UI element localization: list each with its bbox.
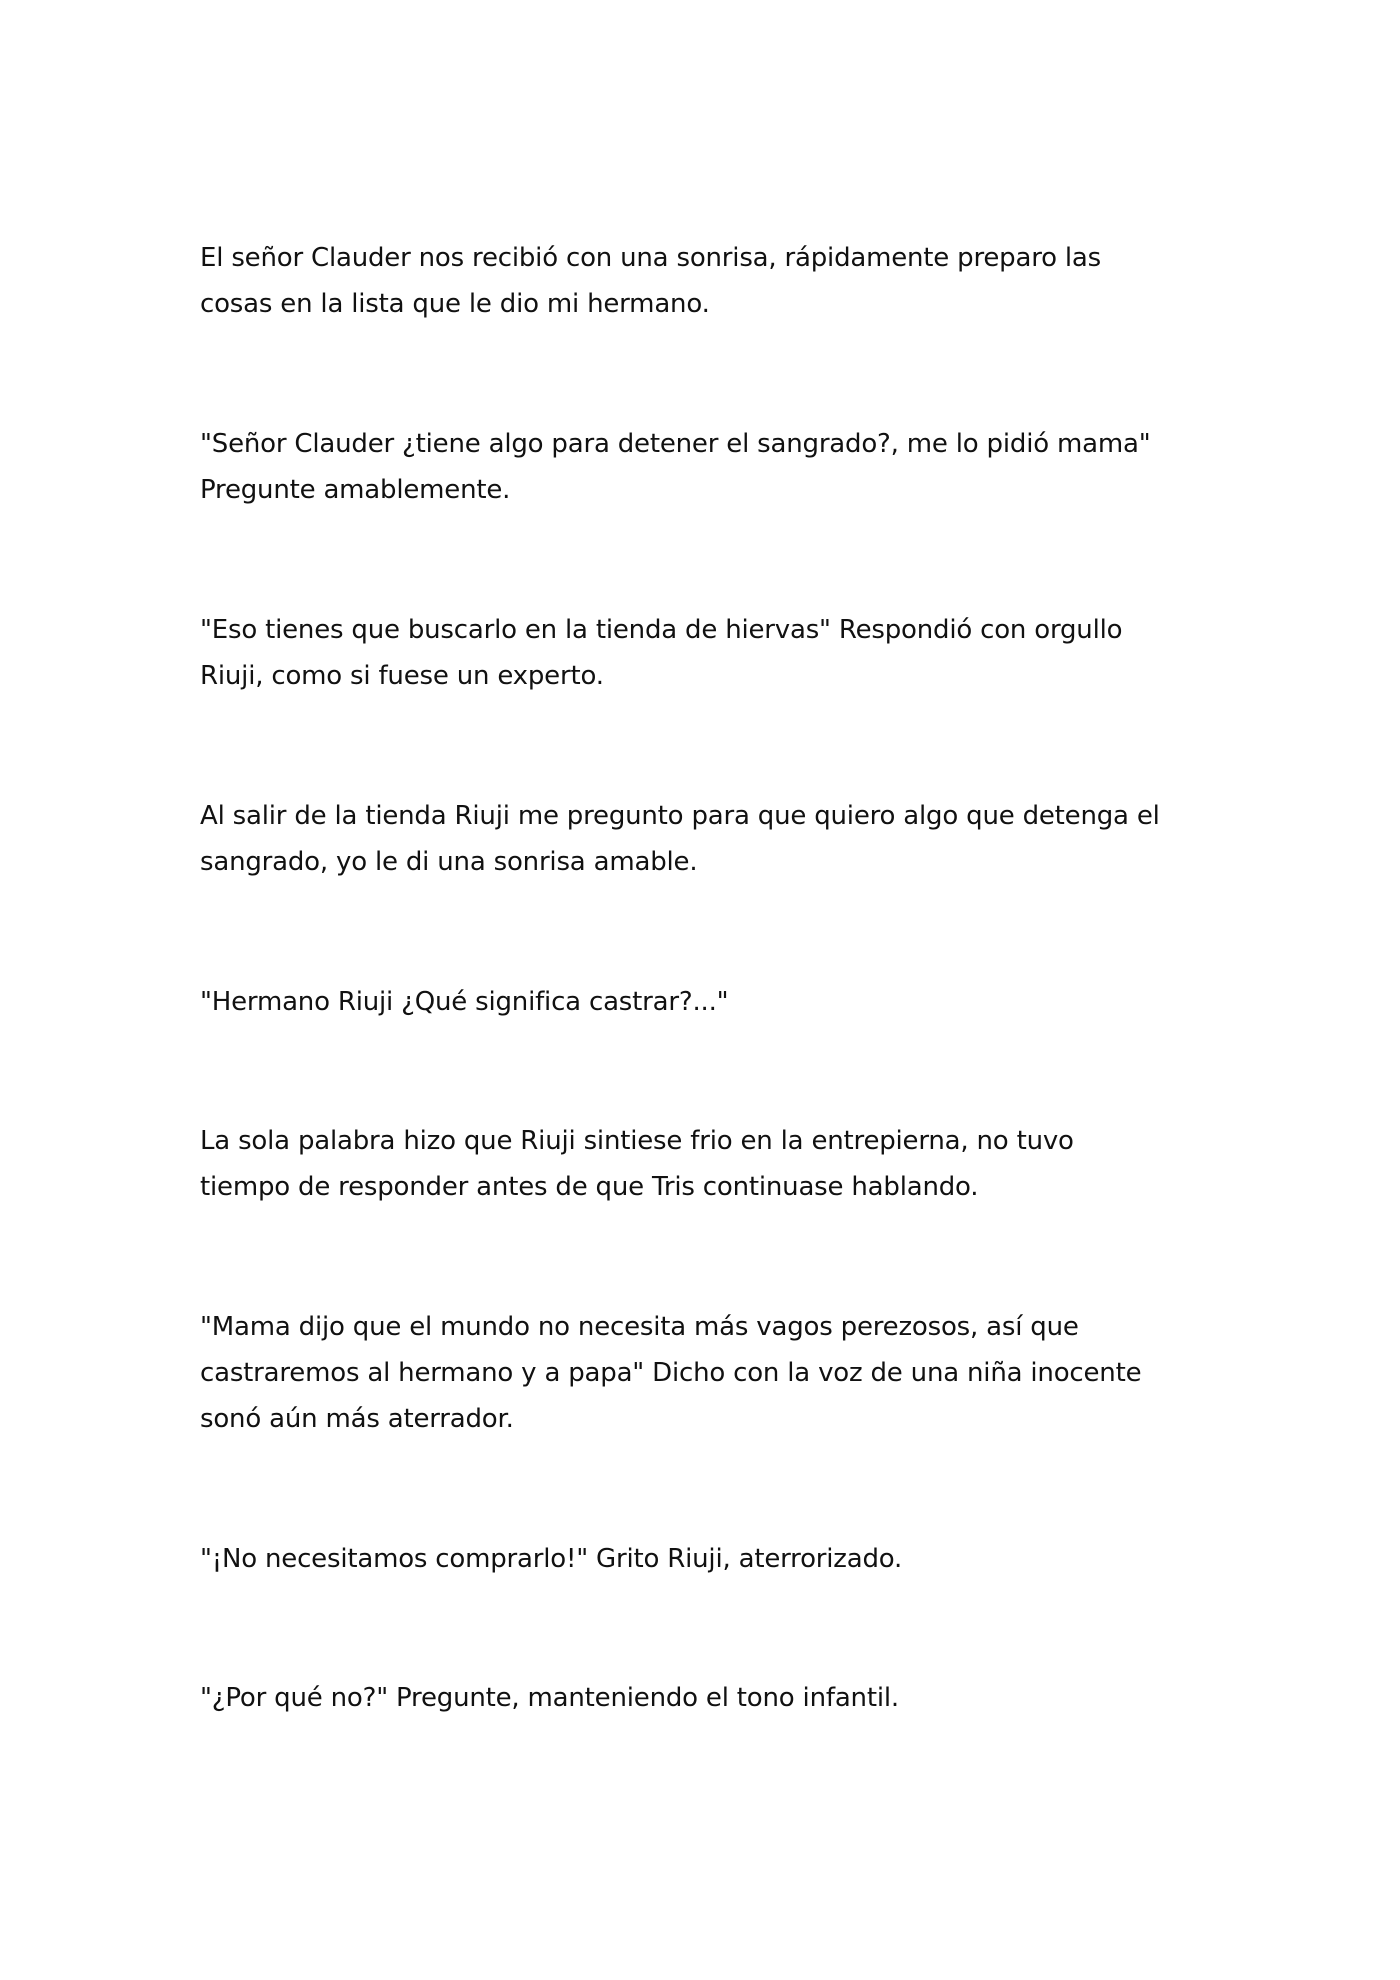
text-line: "Eso tienes que buscarlo en la tienda de hiervas" Respondió con orgullo — [200, 615, 1123, 645]
text-line: "Hermano Riuji ¿Qué significa castrar?..." — [200, 987, 729, 1017]
text-line: sonó aún más aterrador. — [200, 1404, 514, 1434]
paragraph — [200, 1536, 1220, 1582]
text-line: "Señor Clauder ¿tiene algo para detener el sangrado?, me lo pidió mama" — [200, 429, 1151, 459]
text-line: "¿Por qué no?" Pregunte, manteniendo el tono infantil. — [200, 1683, 899, 1713]
text-line: Al salir de la tienda Riuji me pregunto para que quiero algo que detenga el — [200, 801, 1160, 831]
paragraph — [200, 607, 1220, 699]
paragraph — [200, 793, 1220, 885]
text-line: tiempo de responder antes de que Tris continuase hablando. — [200, 1172, 979, 1202]
paragraph — [200, 979, 1220, 1025]
paragraph — [200, 1304, 1220, 1442]
paragraph — [200, 1118, 1220, 1210]
text-line: La sola palabra hizo que Riuji sintiese frio en la entrepierna, no tuvo — [200, 1126, 1074, 1156]
paragraph — [200, 235, 1220, 327]
text-line: castraremos al hermano y a papa" Dicho con la voz de una niña inocente — [200, 1358, 1142, 1388]
text-line: "¡No necesitamos comprarlo!" Grito Riuji, aterrorizado. — [200, 1544, 903, 1574]
text-line: sangrado, yo le di una sonrisa amable. — [200, 847, 698, 877]
paragraph — [200, 421, 1220, 513]
text-line: El señor Clauder nos recibió con una sonrisa, rápidamente preparo las — [200, 243, 1102, 273]
text-line: Pregunte amablemente. — [200, 475, 511, 505]
text-line: "Mama dijo que el mundo no necesita más vagos perezosos, así que — [200, 1312, 1079, 1342]
paragraph — [200, 1675, 1220, 1721]
text-line: Riuji, como si fuese un experto. — [200, 661, 604, 691]
text-line: cosas en la lista que le dio mi hermano. — [200, 289, 710, 319]
